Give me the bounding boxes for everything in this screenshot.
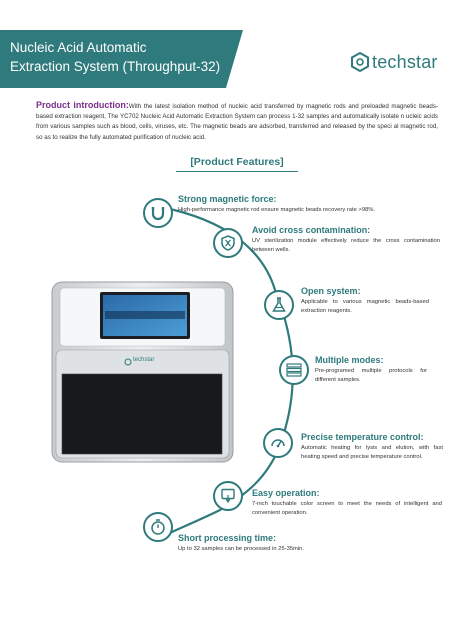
feature-title: Multiple modes:	[315, 355, 384, 365]
feature-title: Short processing time:	[178, 533, 277, 543]
device-logo-text: techstar	[133, 357, 155, 363]
modes-icon	[285, 361, 303, 379]
gauge-icon-circle	[263, 428, 293, 458]
intro-heading: Product introduction:	[36, 100, 129, 110]
feature-title: Avoid cross contamination:	[252, 225, 371, 235]
magnet-icon-circle	[143, 198, 173, 228]
touch-screen-icon	[219, 487, 237, 505]
timer-icon	[149, 518, 167, 536]
feature-description: UV sterilization module effectively reduce the cross contamination between wells.	[252, 238, 440, 253]
dna-shield-icon-circle	[213, 228, 243, 258]
dna-shield-icon	[219, 234, 237, 252]
flask-icon-circle	[264, 290, 294, 320]
feature-description: Up to 32 samples can be processed in 25-35min.	[178, 546, 304, 552]
extraction-device-image	[50, 280, 235, 464]
magnet-icon	[149, 204, 167, 222]
feature-description: Pre-programed multiple protocols for different samples.	[315, 368, 427, 383]
brand-logo-text: techstar	[372, 52, 438, 72]
modes-icon-circle	[279, 355, 309, 385]
page-title-line1: Nucleic Acid Automatic	[10, 40, 147, 55]
feature-description: Automatic heating for lysis and elution, with fast heating speed and precise temperature control.	[301, 445, 443, 460]
feature-description: Applicable to various magnetic beads-based extraction reagents.	[301, 299, 429, 314]
intro-body: With the latest isolation method of nucleic acid transferred by magnetic rods and preloaded magnetic beads-based extraction reagent, The YC702 Nucleic Acid Automatic Extraction System can process 1-32 samples and automatically isolate n ucleic acids from various samples such as blood, cells, viruses, etc. The magnetic beads are adsorbed, transferred and released by the speci al magnetic rod, so as to realize the fully automated purification of nucleic acid.	[36, 103, 438, 141]
feature-title: Strong magnetic force:	[178, 194, 277, 204]
gauge-icon	[269, 434, 287, 452]
touch-screen-icon-circle	[213, 481, 243, 511]
feature-description: 7-inch touchable color screen to meet the needs of intelligent and convenient operation.	[252, 501, 442, 516]
features-title: [Product Features]	[190, 156, 284, 168]
feature-title: Open system:	[301, 286, 361, 296]
feature-description: High-performance magnetic rod ensure magnetic beads recovery rate >98%.	[178, 207, 376, 213]
feature-title: Easy operation:	[252, 488, 320, 498]
feature-title: Precise temperature control:	[301, 432, 424, 442]
flask-icon	[270, 296, 288, 314]
timer-icon-circle	[143, 512, 173, 542]
page-title-line2: Extraction System (Throughput-32)	[10, 59, 221, 74]
